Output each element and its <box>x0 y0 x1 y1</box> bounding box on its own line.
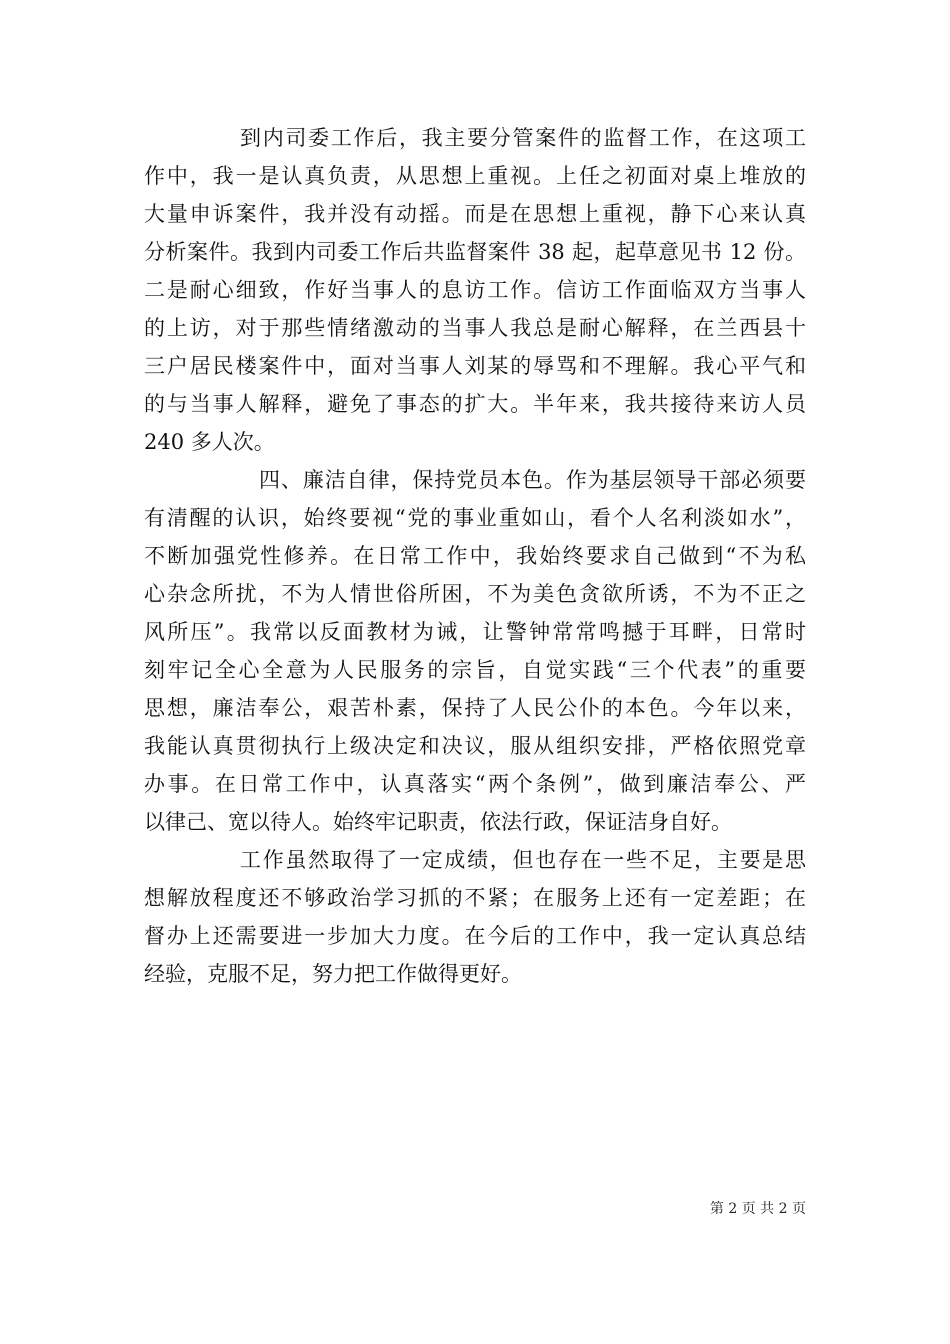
text-line: 有清醒的认识，始终要视“党的事业重如山，看个人名利淡如水”， <box>144 506 806 530</box>
text-line: 的上访，对于那些情绪激动的当事人我总是耐心解释，在兰西县十 <box>144 316 806 340</box>
document-body <box>144 119 806 993</box>
text-line: 到内司委工作后，我主要分管案件的监督工作，在这项工 <box>240 126 806 150</box>
text-line: 不断加强党性修养。在日常工作中，我始终要求自己做到“不为私 <box>144 544 806 568</box>
text-line: 以律己、宽以待人。始终牢记职责，依法行政，保证洁身自好。 <box>144 810 732 834</box>
paragraph-shortcomings <box>144 841 806 993</box>
text-line: 办事。在日常工作中，认真落实“两个条例”，做到廉洁奉公、严 <box>144 772 806 796</box>
text-line: 督办上还需要进一步加大力度。在今后的工作中，我一定认真总结 <box>144 924 806 948</box>
paragraph-supervision-work <box>144 119 806 461</box>
text-line: 想解放程度还不够政治学习抓的不紧；在服务上还有一定差距；在 <box>144 886 806 910</box>
text-line: 大量申诉案件，我并没有动摇。而是在思想上重视，静下心来认真 <box>144 202 806 226</box>
text-line: 分析案件。我到内司委工作后共监督案件 38 起，起草意见书 12 份。 <box>144 240 806 264</box>
text-line: 刻牢记全心全意为人民服务的宗旨，自觉实践“三个代表”的重要 <box>144 658 806 682</box>
text-line: 风所压”。我常以反面教材为诫，让警钟常常鸣撼于耳畔，日常时 <box>144 620 806 644</box>
text-line: 四、廉洁自律，保持党员本色。作为基层领导干部必须要 <box>259 468 806 492</box>
text-line: 作中，我一是认真负责，从思想上重视。上任之初面对桌上堆放的 <box>144 164 806 188</box>
text-line: 三户居民楼案件中，面对当事人刘某的辱骂和不理解。我心平气和 <box>144 354 806 378</box>
text-line: 心杂念所扰，不为人情世俗所困，不为美色贪欲所诱，不为不正之 <box>144 582 806 606</box>
text-line: 工作虽然取得了一定成绩，但也存在一些不足，主要是思 <box>240 848 806 872</box>
text-line: 的与当事人解释，避免了事态的扩大。半年来，我共接待来访人员 <box>144 392 806 416</box>
paragraph-integrity-self-discipline <box>144 461 806 841</box>
text-line: 我能认真贯彻执行上级决定和决议，服从组织安排，严格依照党章 <box>144 734 806 758</box>
text-line: 二是耐心细致，作好当事人的息访工作。信访工作面临双方当事人 <box>144 278 806 302</box>
text-line: 思想，廉洁奉公，艰苦朴素，保持了人民公仆的本色。今年以来， <box>144 696 806 720</box>
page-number-footer: 第 2 页 共 2 页 <box>709 1201 806 1217</box>
text-line: 240 多人次。 <box>144 430 275 454</box>
text-line: 经验，克服不足，努力把工作做得更好。 <box>144 962 522 986</box>
